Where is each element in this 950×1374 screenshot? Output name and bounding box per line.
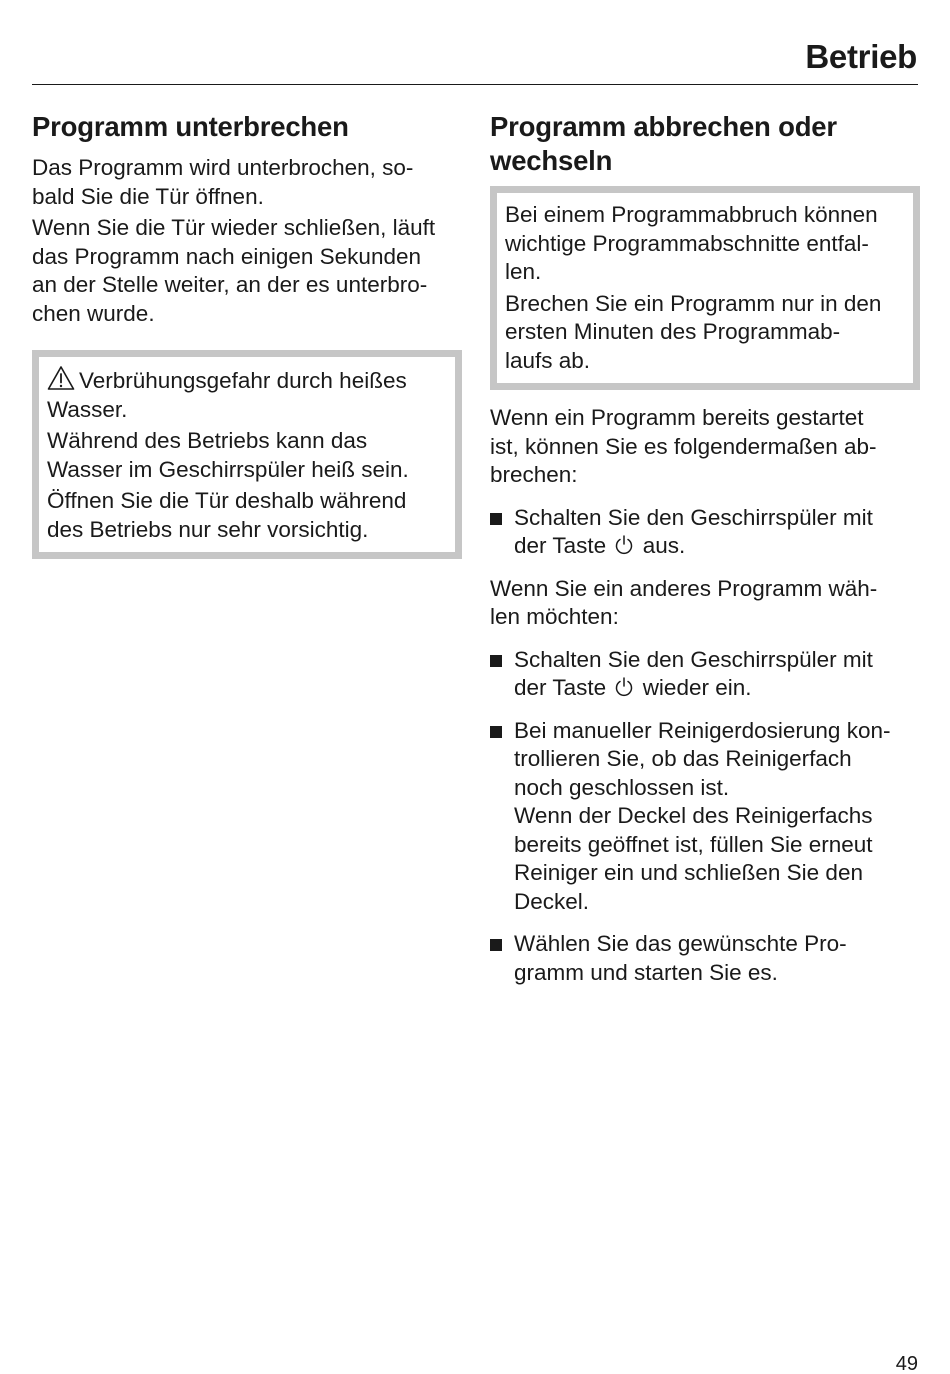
warning-triangle-icon: [47, 365, 75, 391]
intro-paragraph-1: [32, 154, 462, 211]
text-line: bald Sie die Tür öffnen.: [32, 183, 264, 209]
text-fragment: aus.: [642, 533, 686, 558]
heading-programm-abbrechen: [490, 110, 920, 178]
section-title: Betrieb: [805, 38, 917, 75]
text-line: Wenn der Deckel des Reinigerfachs: [514, 803, 873, 828]
power-icon: [614, 676, 634, 698]
right-column: [490, 110, 920, 987]
intro-paragraph-2: [32, 214, 462, 328]
text-line: Das Programm wird unterbrochen, so-: [32, 155, 414, 180]
warning-title-line: [47, 365, 447, 396]
text-line: Reiniger ein und schließen Sie den: [514, 860, 863, 885]
heading-line: Programm abbrechen oder: [490, 111, 837, 142]
change-step-1: [490, 646, 920, 703]
text-line: Schalten Sie den Geschirrspüler mit: [514, 646, 873, 672]
warning-paragraph-2: [47, 487, 447, 544]
bullet-square-icon: [490, 513, 502, 525]
text-line: Wenn Sie die Tür wieder schließen, läuft: [32, 215, 436, 240]
text-line: das Programm nach einigen Sekunden: [32, 243, 421, 269]
warning-title-text: Verbrühungsgefahr durch heißes: [79, 368, 407, 393]
text-line: chen wurde.: [32, 300, 155, 326]
header-divider: [32, 84, 918, 85]
warning-paragraph-1: [47, 427, 447, 484]
text-line-with-icon: [514, 532, 920, 561]
text-line: Schalten Sie den Geschirrspüler mit: [514, 504, 873, 530]
note-paragraph-1: [505, 201, 905, 287]
text-line: an der Stelle weiter, an der es unterbro-: [32, 272, 428, 297]
bullet-square-icon: [490, 655, 502, 667]
power-icon: [614, 534, 634, 556]
text-fragment: der Taste: [514, 533, 607, 558]
text-line: Bei manueller Reinigerdosierung kon-: [514, 717, 891, 743]
change-step-2: [490, 717, 920, 917]
text-line: Brechen Sie ein Programm nur in den: [505, 290, 882, 316]
text-line: Bei einem Programmabbruch können: [505, 202, 878, 227]
text-line: brechen:: [490, 462, 578, 487]
text-line: bereits geöffnet ist, füllen Sie erneut: [514, 831, 873, 857]
text-line: gramm und starten Sie es.: [514, 959, 778, 985]
abort-step: [490, 504, 920, 561]
text-line: Wenn Sie ein anderes Programm wäh-: [490, 575, 878, 601]
text-line: des Betriebs nur sehr vorsichtig.: [47, 516, 369, 542]
page-number: 49: [895, 1353, 918, 1374]
text-line: Wasser im Geschirrspüler heiß sein.: [47, 456, 409, 482]
text-line: ersten Minuten des Programmab-: [505, 319, 841, 344]
text-line: trollieren Sie, ob das Reinigerfach: [514, 746, 852, 771]
text-line: len.: [505, 259, 542, 284]
text-line: Wählen Sie das gewünschte Pro-: [514, 931, 847, 956]
bullet-square-icon: [490, 939, 502, 951]
left-column: [32, 110, 462, 559]
text-line: Deckel.: [514, 888, 590, 914]
bullet-square-icon: [490, 726, 502, 738]
text-line: wichtige Programmabschnitte entfal-: [505, 230, 869, 256]
change-intro: [490, 575, 920, 632]
text-line: laufs ab.: [505, 347, 591, 373]
text-line: len möchten:: [490, 604, 619, 629]
note-box: [490, 186, 920, 390]
warning-title: [47, 365, 447, 424]
change-step-3: [490, 930, 920, 987]
heading-line: wechseln: [490, 145, 613, 176]
text-line: Öffnen Sie die Tür deshalb während: [47, 488, 407, 513]
text-line: ist, können Sie es folgendermaßen ab-: [490, 433, 877, 459]
warning-box: [32, 350, 462, 559]
text-fragment: wieder ein.: [642, 675, 752, 700]
text-line: Während des Betriebs kann das: [47, 428, 368, 453]
note-paragraph-2: [505, 290, 905, 376]
abort-intro: [490, 404, 920, 490]
text-fragment: der Taste: [514, 675, 607, 700]
text-line: noch geschlossen ist.: [514, 774, 730, 800]
text-line-with-icon: [514, 674, 920, 703]
text-line: Wenn ein Programm bereits gestartet: [490, 405, 864, 430]
text-line: Wasser.: [47, 396, 128, 422]
heading-programm-unterbrechen: Programm unterbrechen: [32, 111, 349, 142]
